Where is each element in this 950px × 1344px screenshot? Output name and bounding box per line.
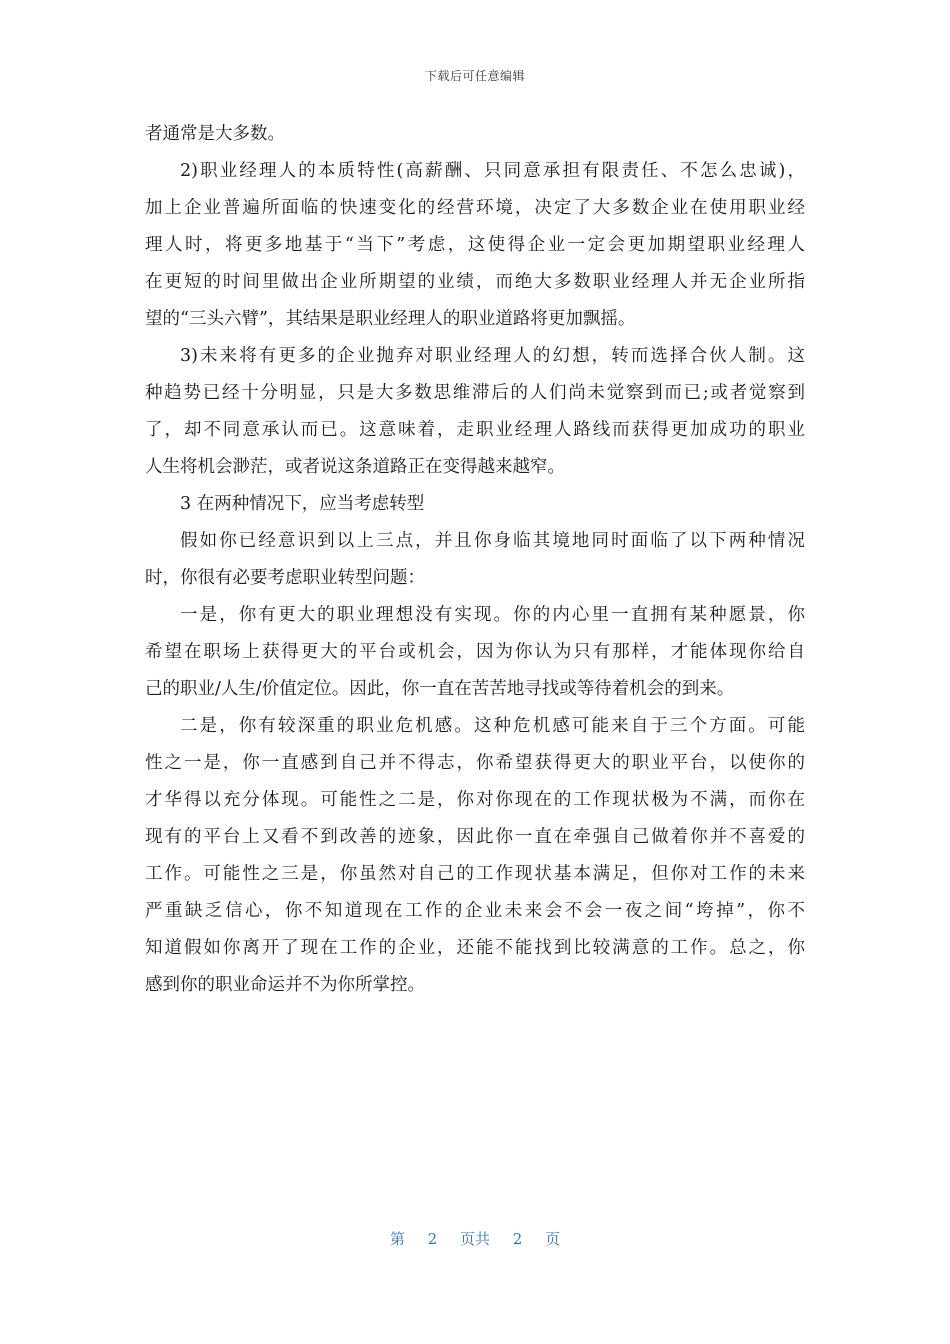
text-line: 现有的平台上又看不到改善的迹象，因此你一直在牵强自己做着你并不喜爱的 xyxy=(145,827,805,847)
section-heading: 3 在两种情况下，应当考虑转型 xyxy=(180,494,425,514)
text-line: 感到你的职业命运并不为你所掌控。 xyxy=(145,975,425,995)
text-line: 二是，你有较深重的职业危机感。这种危机感可能来自于三个方面。可能 xyxy=(180,716,805,736)
text-line: 者通常是大多数。 xyxy=(145,124,285,144)
text-line: 种趋势已经十分明显，只是大多数思维滞后的人们尚未觉察到而已;或者觉察到 xyxy=(145,383,805,403)
text-line: 加上企业普遍所面临的快速变化的经营环境，决定了大多数企业在使用职业经 xyxy=(145,198,805,218)
text-line: 望的“三头六臂”，其结果是职业经理人的职业道路将更加飘摇。 xyxy=(145,309,636,329)
page-header-note: 下载后可任意编辑 xyxy=(424,69,525,83)
text-line: 3)未来将有更多的企业抛弃对职业经理人的幻想，转而选择合伙人制。这 xyxy=(180,346,805,366)
text-line: 假如你已经意识到以上三点，并且你身临其境地同时面临了以下两种情况 xyxy=(180,531,805,551)
text-line: 时，你很有必要考虑职业转型问题： xyxy=(145,568,425,588)
text-line: 严重缺乏信心，你不知道现在工作的企业未来会不会一夜之间“垮掉”，你不 xyxy=(145,901,805,921)
text-line: 了，却不同意承认而已。这意味着，走职业经理人路线而获得更加成功的职业 xyxy=(145,420,805,440)
text-line: 理人时，将更多地基于“当下”考虑，这使得企业一定会更加期望职业经理人 xyxy=(145,235,805,255)
text-line: 才华得以充分体现。可能性之二是，你对你现在的工作现状极为不满，而你在 xyxy=(145,790,805,810)
document-body xyxy=(145,116,805,1004)
text-line: 知道假如你离开了现在工作的企业，还能不能找到比较满意的工作。总之，你 xyxy=(145,938,805,958)
text-line: 2)职业经理人的本质特性(高薪酬、只同意承担有限责任、不怎么忠诚)， xyxy=(180,161,805,181)
text-line: 工作。可能性之三是，你虽然对自己的工作现状基本满足，但你对工作的未来 xyxy=(145,864,805,884)
text-line: 希望在职场上获得更大的平台或机会，因为你认为只有那样，才能体现你给自 xyxy=(145,642,805,662)
text-line: 在更短的时间里做出企业所期望的业绩，而绝大多数职业经理人并无企业所指 xyxy=(145,272,805,292)
text-line: 人生将机会渺茫，或者说这条道路正在变得越来越窄。 xyxy=(145,457,565,477)
page-number-footer: 第 2 页共 2 页 xyxy=(389,1230,561,1248)
text-line: 性之一是，你一直感到自己并不得志，你希望获得更大的职业平台，以使你的 xyxy=(145,753,805,773)
text-line: 一是，你有更大的职业理想没有实现。你的内心里一直拥有某种愿景，你 xyxy=(180,605,805,625)
text-line: 己的职业/人生/价值定位。因此，你一直在苦苦地寻找或等待着机会的到来。 xyxy=(145,679,735,699)
